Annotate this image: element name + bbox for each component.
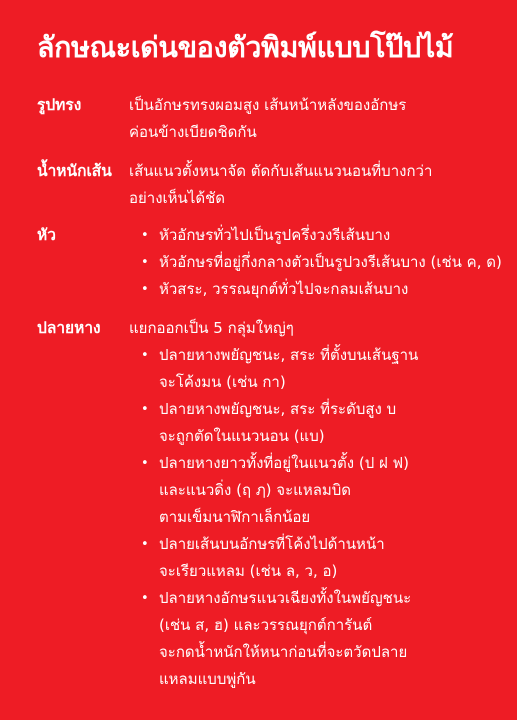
bullet-list — [129, 342, 497, 693]
list-item — [141, 342, 497, 396]
bullet-text — [159, 450, 497, 531]
text-line: จะโค้งมน (เช่น กา) — [159, 373, 286, 391]
list-item — [141, 450, 497, 531]
bullet-icon: • — [141, 228, 149, 243]
text-line: จะเรียวแหลม (เช่น ล, ว, อ) — [159, 562, 338, 580]
bullet-icon: • — [141, 282, 149, 297]
list-item — [141, 222, 502, 249]
feature-row-shape — [37, 92, 497, 146]
text-line: เส้นแนวตั้งหนาจัด ตัดกับเส้นแนวนอนที่บางกว่า — [129, 162, 433, 180]
bullet-text — [159, 222, 502, 249]
bullet-icon: • — [141, 255, 149, 270]
text-line: ปลายหางยาวทั้งที่อยู่ในแนวตั้ง (ป ฝ ฟ) — [159, 454, 410, 472]
text-line: หัวอักษรที่อยู่กึ่งกลางตัวเป็นรูปวงรีเส้นบาง (เช่น ค, ด) — [159, 253, 502, 271]
bullet-text — [159, 276, 502, 303]
page-title: ลักษณะเด่นของตัวพิมพ์แบบโป๊ปไม้ — [37, 31, 454, 64]
list-item — [141, 585, 497, 693]
feature-row-head — [37, 222, 502, 303]
text-line: ปลายเส้นบนอักษรที่โค้งไปด้านหน้า — [159, 535, 385, 553]
bullet-text — [159, 531, 497, 585]
definition-text — [129, 158, 497, 212]
bullet-icon: • — [141, 348, 149, 363]
bullet-text — [159, 249, 502, 276]
bullet-icon: • — [141, 402, 149, 417]
bullet-text — [159, 396, 497, 450]
definition-intro — [129, 315, 497, 342]
text-line: อย่างเห็นได้ชัด — [129, 189, 226, 207]
feature-row-stroke-weight — [37, 158, 497, 212]
feature-row-tail — [37, 315, 497, 693]
definition-shape — [129, 92, 497, 146]
term-stroke-weight: น้ำหนักเส้น — [37, 162, 112, 180]
text-line: หัวสระ, วรรณยุกต์ทั่วไปจะกลมเส้นบาง — [159, 280, 409, 298]
text-line: หัวอักษรทั่วไปเป็นรูปครึ่งวงรีเส้นบาง — [159, 226, 391, 244]
term-head: หัว — [37, 226, 56, 244]
bullet-list — [129, 222, 502, 303]
list-item — [141, 276, 502, 303]
text-line: และแนวดิ่ง (ฤ ฦ) จะแหลมบิด — [159, 481, 352, 499]
text-line: ปลายหางอักษรแนวเฉียงทั้งในพยัญชนะ — [159, 589, 412, 607]
list-item — [141, 531, 497, 585]
text-line: แยกออกเป็น 5 กลุ่มใหญ่ๆ — [129, 319, 294, 337]
bullet-text — [159, 342, 497, 396]
text-line: จะกดน้ำหนักให้หนาก่อนที่จะตวัดปลาย — [159, 643, 408, 661]
text-line: (เช่น ส, ฮ) และวรรณยุกต์การันต์ — [159, 616, 373, 634]
bullet-text — [159, 585, 497, 693]
definition-text — [129, 92, 497, 146]
text-line: เป็นอักษรทรงผอมสูง เส้นหน้าหลังของอักษร — [129, 96, 407, 114]
text-line: ปลายหางพยัญชนะ, สระ ที่ระดับสูง บ — [159, 400, 397, 418]
bullet-icon: • — [141, 456, 149, 471]
definition-stroke-weight — [129, 158, 497, 212]
definition-tail — [129, 315, 497, 693]
term-shape: รูปทรง — [37, 96, 82, 114]
text-line: แหลมแบบพู่กัน — [159, 670, 256, 688]
text-line: ค่อนข้างเบียดชิดกัน — [129, 123, 257, 141]
text-line: ปลายหางพยัญชนะ, สระ ที่ตั้งบนเส้นฐาน — [159, 346, 419, 364]
bullet-icon: • — [141, 537, 149, 552]
term-tail: ปลายหาง — [37, 319, 101, 337]
bullet-icon: • — [141, 591, 149, 606]
definition-head — [129, 222, 502, 303]
list-item — [141, 396, 497, 450]
text-line: ตามเข็มนาฬิกาเล็กน้อย — [159, 508, 311, 526]
list-item — [141, 249, 502, 276]
text-line: จะถูกตัดในแนวนอน (แบ) — [159, 427, 325, 445]
